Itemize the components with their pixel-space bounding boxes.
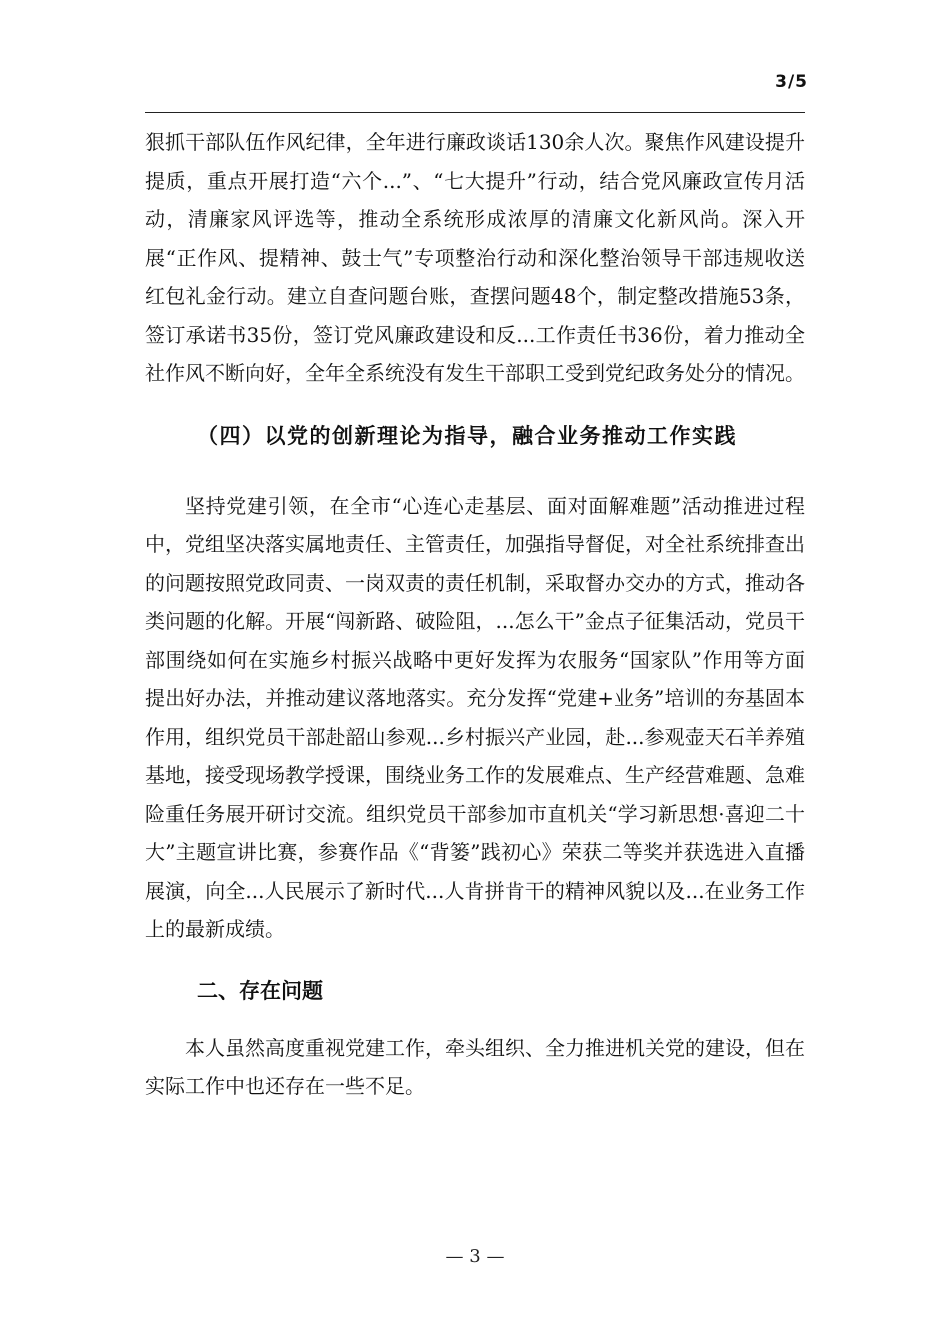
page-counter: 3/5 — [775, 72, 808, 92]
body-paragraph-party-building: 坚持党建引领，在全市“心连心走基层、面对面解难题”活动推进过程中，党组坚决落实属地责任、主管责任，加强指导督促，对全社系统排查出的问题按照党政同责、一岗双责的责任机制，采取督办交办的方式，推动各类问题的化解。开展“闯新路、破险阻，...怎么干”金点子征集活动，党员干部围绕如何在实施乡村振兴战略中更好发挥为农服务“国家队”作用等方面提出好办法，并推动建议落地落实。充分发挥“党建+业务”培训的夯基固本作用，组织党员干部赴韶山参观...乡村振兴产业园，赴...参观壶天石羊养殖基地，接受现场教学授课，围绕业务工作的发展难点、生产经营难题、急难险重任务展开研讨交流。组织党员干部参加市直机关“学习新思想·喜迎二十大”主题宣讲比赛，参赛作品《“背篓”践初心》荣获二等奖并获选进入直播展演，向全...人民展示了新时代...人肯拼肯干的精神风貌以及...在业务工作上的最新成绩。 — [145, 493, 805, 941]
body-paragraph-discipline: 狠抓干部队伍作风纪律，全年进行廉政谈话130余人次。聚焦作风建设提升提质，重点开展打造“六个...”、“七大提升”行动，结合党风廉政宣传月活动，清廉家风评选等，推动全系统形成浓厚的清廉文化新风尚。深入开展“正作风、提精神、鼓士气”专项整治行动和深化整治领导干部违规收送红包礼金行动。建立自查问题台账，查摆问题48个，制定整改措施53条，签订承诺书35份，签订党风廉政建设和反...工作责任书36份，着力推动全社作风不断向好，全年全系统没有发生干部职工受到党纪政务处分的情况。 — [145, 130, 805, 385]
body-paragraph-shortcomings: 本人虽然高度重视党建工作，牵头组织、全力推进机关党的建设，但在实际工作中也还存在一些不足。 — [145, 1035, 805, 1098]
header-divider — [145, 112, 805, 113]
document-body — [145, 123, 805, 1106]
section-heading-problems: 二、存在问题 — [197, 978, 323, 1003]
subheading-innovation-theory: （四）以党的创新理论为指导，融合业务推动工作实践 — [197, 423, 737, 448]
page-number-footer: — 3 — — [445, 1246, 505, 1267]
